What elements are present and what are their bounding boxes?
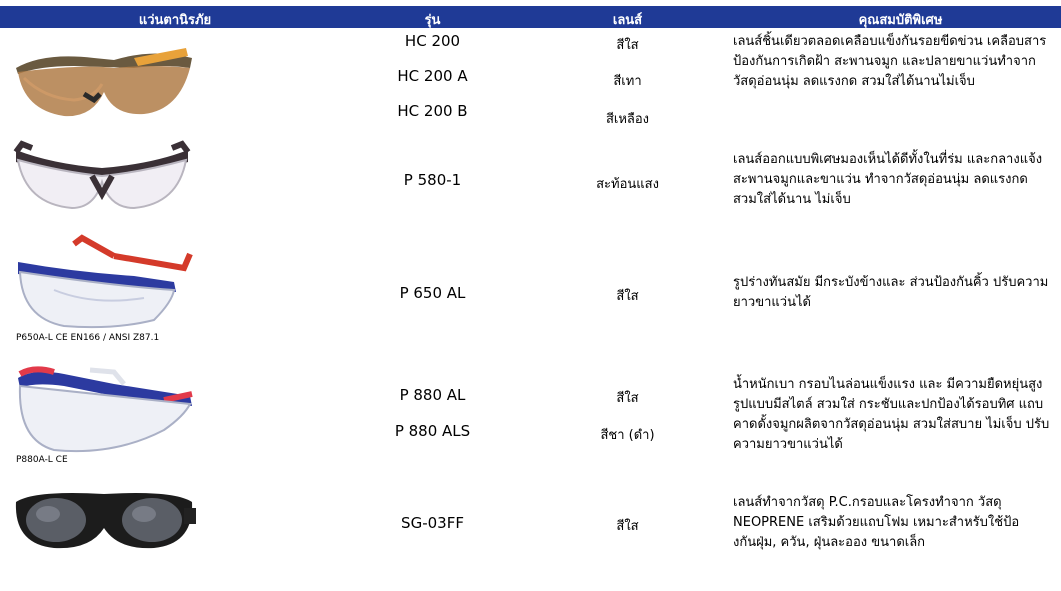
header-features: คุณสมบัติพิเศษ [858,13,943,28]
lens-yellow: สีเหลือง [605,112,650,127]
glasses-image-p580 [12,138,192,218]
model-p880als: P 880 ALS [394,422,471,440]
model-hc200a: HC 200 A [397,67,468,85]
model-sg03ff: SG-03FF [401,514,464,532]
model-hc200: HC 200 [404,32,461,50]
desc-hc200: เลนส์ชิ้นเดียวตลอดเคลือบแข็งกันรอยขีดข่วน เคลือบสารป้องกันการเกิดฝ้า สะพานจมูก และปลายขาแว่นทำจากวัสดุอ่อนนุ่ม ลดแรงกด สวมใส่ได้นานไม่เจ็บ [733,34,1047,89]
lens-clear-p880: สีใส [616,391,639,406]
desc-p580: เลนส์ออกแบบพิเศษมองเห็นได้ดีทั้งในที่ร่ม และกลางแจ้ง สะพานจมูกและขาแว่น ทำจากวัสดุอ่อนนุ่ม ลดแรงกด สวมใส่ได้นาน ไม่เจ็บ [733,152,1043,207]
lens-tea: สีชา (ดำ) [600,428,655,443]
lens-clear-p650: สีใส [616,289,639,304]
lens-reflective: สะท้อนแสง [596,177,659,192]
glasses-image-p880 [14,360,194,456]
desc-sg03ff: เลนส์ทำจากวัสดุ P.C.กรอบและโครงทำจาก วัสดุ NEOPRENE เสริมด้วยแถบโฟม เหมาะสำหรับใช้ป้องกันฝุ่ม, ควัน, ฝุ่นละออง ขนาดเล็ก [733,495,1020,550]
header-lens: เลนส์ [612,13,643,28]
model-p880al: P 880 AL [399,386,466,404]
cert-p880: P880A-L CE [16,455,68,465]
desc-p880: น้ำหนักเบา กรอบไนล่อนแข็งแรง และ มีความยืดหยุ่นสูง รูปแบบมีสไตล์ สวมใส่ กระชับและปกป้องได้รอบทิศ แถบคาดดั้งจมูกผลิตจากวัสดุอ่อนนุ่ม สวมใส่สบาย ไม่เจ็บ ปรับความยาวขาแว่นได้ [733,377,1050,452]
lens-clear-sg03ff: สีใส [616,519,639,534]
header-glasses: แว่นตานิรภัย [138,13,212,28]
header-model: รุ่น [424,13,441,28]
lens-clear: สีใส [616,38,639,53]
table-header [0,6,1061,28]
model-p580: P 580-1 [403,171,462,189]
model-p650al: P 650 AL [399,284,466,302]
lens-gray: สีเทา [613,74,642,89]
desc-p650: รูปร่างทันสมัย มีกระบังข้างและ ส่วนป้องกันคิ้ว ปรับความยาวขาแว่นได้ [733,275,1049,310]
model-hc200b: HC 200 B [397,102,468,120]
cert-p650: P650A-L CE EN166 / ANSI Z87.1 [16,333,160,343]
goggles-image-sg03ff [14,484,196,554]
glasses-image-hc200 [14,38,194,122]
glasses-image-p650 [14,232,194,332]
